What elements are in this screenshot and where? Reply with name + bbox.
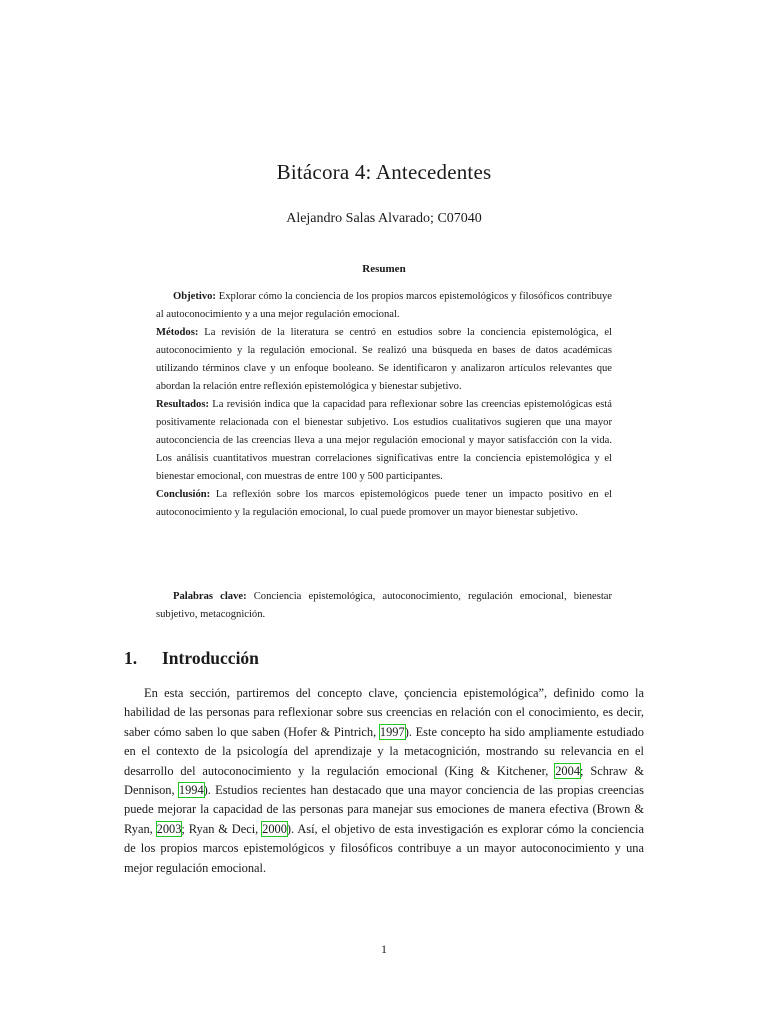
intro-text-2: ). Este concepto ha sido ampliamente estudiado en el contexto de la psicología del aprendizaje y la metacognición, mostrando su relevancia en el desarrollo del autoconocimiento y la regulación emocional (King & Kitchener, <box>124 724 644 778</box>
abstract-objetivo <box>156 288 612 324</box>
objetivo-text: Explorar cómo la conciencia de los propios marcos epistemológicos y filosóficos contribuye al autoconocimiento y a una mejor regulación emocional. <box>156 291 612 320</box>
abstract-metodos <box>156 324 612 396</box>
intro-text-4: ). Estudios recientes han destacado que una mayor conciencia de las propias creencias puede mejorar la capacidad de las personas para manejar sus emociones de manera efectiva (Brown & Ryan, <box>124 783 644 836</box>
resultados-label: Resultados: <box>156 399 209 410</box>
abstract-resultados <box>156 396 612 486</box>
abstract-heading: Resumen <box>362 263 406 275</box>
section-number: 1. <box>124 648 138 668</box>
conclusion-text: La reflexión sobre los marcos epistemológicos puede tener un impacto positivo en el autoconocimiento y la regulación emocional, lo cual puede promover un mayor bienestar subjetivo. <box>156 489 612 518</box>
citation-link-king[interactable]: 2004 <box>555 763 581 778</box>
intro-text-1: En esta sección, partiremos del concepto clave, çonciencia epistemológica”, definido como la habilidad de las personas para reflexionar sobre sus creencias en relación con el conocimiento, es decir, saber cómo saben lo que saben (Hofer & Pintrich, <box>124 686 644 739</box>
intro-text-5: ; Ryan & Deci, <box>181 821 263 836</box>
citation-link-schraw[interactable]: 1994 <box>178 783 204 798</box>
document-title: Bitácora 4: Antecedentes <box>276 160 492 184</box>
citation-link-hofer[interactable]: 1997 <box>379 724 405 739</box>
objetivo-label: Objetivo: <box>173 291 216 302</box>
section-title: Introducción <box>162 648 259 668</box>
abstract-body <box>156 288 612 522</box>
keywords-text: Conciencia epistemológica, autoconocimiento, regulación emocional, bienestar subjetivo, metacognición. <box>156 591 612 620</box>
abstract-conclusion <box>156 486 612 522</box>
citation-link-brown[interactable]: 2003 <box>156 821 182 836</box>
keywords-label: Palabras clave: <box>173 591 247 602</box>
section-heading <box>124 648 259 669</box>
intro-paragraph <box>124 684 644 878</box>
keywords-paragraph <box>156 588 612 624</box>
metodos-text: La revisión de la literatura se centró en estudios sobre la conciencia epistemológica, el autoconocimiento y la regulación emocional. Se realizó una búsqueda en bases de datos académicas utilizando términos clave y un enfoque booleano. Se identificaron y analizaron artículos relevantes que abordan la relación entre reflexión epistemológica y bienestar subjetivo. <box>156 327 612 392</box>
resultados-text: La revisión indica que la capacidad para reflexionar sobre las creencias epistemológicas está positivamente relacionada con el bienestar subjetivo. Los estudios cualitativos sugieren que una mayor autoconciencia de las creencias lleva a una mejor regulación emocional y mayor satisfacción con la vida. Los análisis cuantitativos muestran correlaciones significativas entre la conciencia epistemológica y el bienestar emocional, con muestras de entre 100 y 500 participantes. <box>156 399 612 482</box>
author-line: Alejandro Salas Alvarado; C07040 <box>286 211 482 226</box>
citation-link-ryan[interactable]: 2000 <box>262 821 287 836</box>
intro-text-6: ). Así, el objetivo de esta investigación es explorar cómo la conciencia de los propios marcos epistemológicos y filosóficos contribuye a un mayor autoconocimiento y una mejor regulación emocional. <box>124 821 644 875</box>
intro-text-3: ; Schraw & Dennison, <box>124 763 645 798</box>
metodos-label: Métodos: <box>156 327 199 338</box>
page-number: 1 <box>381 942 387 956</box>
conclusion-label: Conclusión: <box>156 489 211 500</box>
